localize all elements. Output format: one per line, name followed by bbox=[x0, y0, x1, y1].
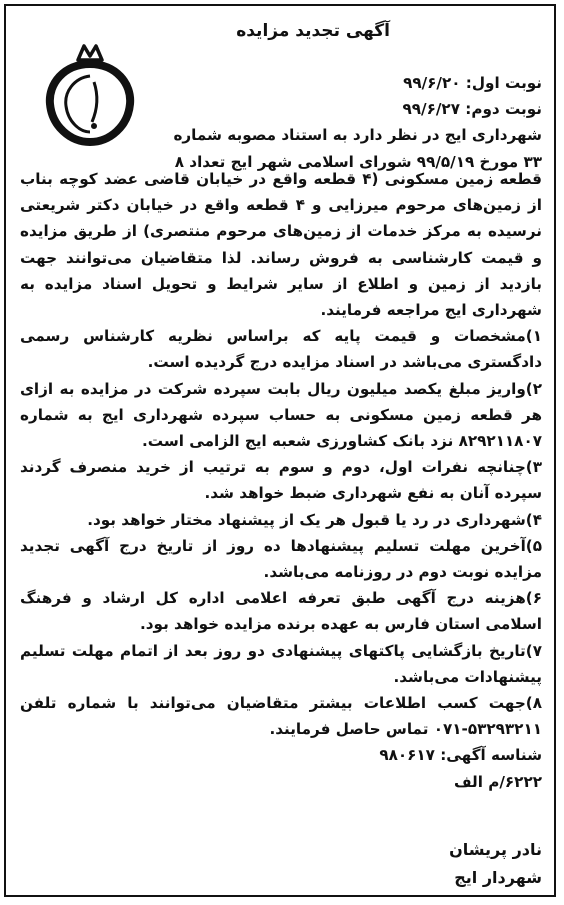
intro-head-line-2: ۳۳ مورخ ۹۹/۵/۱۹ شورای اسلامی شهر ایج تعداد ۸ bbox=[174, 152, 542, 171]
ref-code: ۶۲۲۲/م الف bbox=[453, 772, 542, 791]
intro-head-line-1: شهرداری ایج در نظر دارد به استناد مصوبه شماره bbox=[173, 126, 542, 145]
pomegranate-emblem-icon bbox=[38, 42, 142, 146]
notice-header-lines bbox=[132, 70, 542, 175]
condition-item-1: ۱)مشخصات و قیمت پایه که براساس نظریه کارشناس رسمی دادگستری می‌باشد در اسناد مزایده درج گردیده است. bbox=[20, 327, 542, 372]
round-one-date: نوبت اول: ۹۹/۶/۲۰ bbox=[403, 74, 542, 92]
condition-item-5: ۵)آخرین مهلت تسلیم پیشنهادها ده روز از تاریخ درج آگهی تجدید مزایده نوبت دوم در روزنامه می‌باشد. bbox=[20, 536, 542, 582]
notice-title: آگهی تجدید مزایده bbox=[236, 21, 390, 41]
notice-content bbox=[20, 14, 542, 887]
notice-body bbox=[20, 166, 542, 795]
condition-item-7: ۷)تاریخ بازگشایی پاکتهای پیشنهادی دو روز بعد از اتمام مهلت تسلیم پیشنهادات می‌باشد. bbox=[20, 641, 542, 686]
notice-frame bbox=[4, 4, 556, 897]
round-two-date: نوبت دوم: ۹۹/۶/۲۷ bbox=[402, 100, 542, 119]
ad-id: شناسه آگهی: ۹۸۰۶۱۷ bbox=[379, 746, 542, 765]
condition-item-8: ۸)جهت کسب اطلاعات بیشتر متقاضیان می‌توانند با شماره تلفن ۵۳۲۹۳۲۱۱-۰۷۱ تماس حاصل فرمایند. bbox=[20, 694, 542, 739]
condition-item-2: ۲)واریز مبلغ یکصد میلیون ریال بابت سپرده شرکت در مزایده به ازای هر قطعه زمین مسکونی به حساب سپرده شهرداری ایج به شماره ۸۲۹۲۱۱۸۰۷ نزد بانک کشاورزی شعبه ایج الزامی است. bbox=[20, 379, 542, 451]
condition-item-3: ۳)چنانچه نفرات اول، دوم و سوم به ترتیب از خرید منصرف گردند سپرده آنان به نفع شهرداری ضبط خواهد شد. bbox=[20, 458, 542, 503]
signature-block bbox=[449, 836, 542, 892]
signer-name: نادر پریشان bbox=[449, 840, 542, 859]
condition-item-4: ۴)شهرداری در رد یا قبول هر یک از پیشنهاد مختار خواهد بود. bbox=[87, 510, 542, 529]
signer-title: شهردار ایج bbox=[454, 868, 542, 887]
intro-paragraph: قطعه زمین مسکونی (۴ قطعه واقع در خیابان قاضی عضد کوچه بناب از زمین‌های مرحوم میرزایی و ۴ قطعه واقع در خیابان دکتر شریعتی نرسیده به مرکز خدمات از زمین‌های مرحوم منتصری) از طریق مزایده و قیمت کارشناسی به فروش رساند. لذا متقاضیان می‌توانند جهت بازدید از زمین و اطلاع از سایر شرایط و تحویل اسناد مزایده به شهرداری ایج مراجعه فرمایند. bbox=[20, 170, 542, 320]
condition-item-6: ۶)هزینه درج آگهی طبق تعرفه اعلامی اداره کل ارشاد و فرهنگ اسلامی استان فارس به عهده برنده مزایده خواهد بود. bbox=[20, 589, 542, 634]
